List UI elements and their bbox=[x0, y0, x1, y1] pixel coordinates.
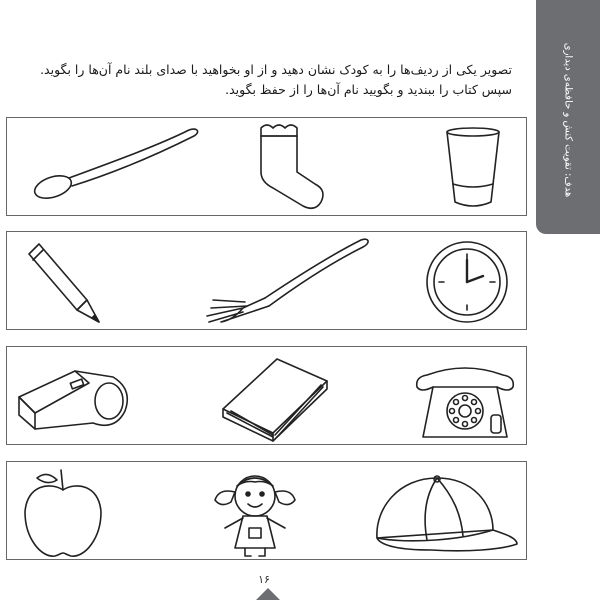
pencil-icon bbox=[23, 240, 105, 326]
whistle-icon bbox=[15, 357, 131, 435]
glass-icon bbox=[443, 126, 503, 210]
instructions bbox=[20, 60, 512, 100]
picture-row-4 bbox=[6, 461, 527, 560]
fork-icon bbox=[203, 236, 373, 324]
clock-icon bbox=[425, 240, 509, 324]
book-icon bbox=[217, 353, 333, 441]
chapter-tab-label: هدف: تقویت کنش و حافظه‌ی دیداری bbox=[562, 42, 574, 198]
picture-row-3 bbox=[6, 346, 527, 445]
instruction-line-2: سپس کتاب را ببندید و بگویید نام آن‌ها را از حفظ بگوید. bbox=[225, 82, 512, 97]
chapter-tab bbox=[536, 0, 600, 234]
spoon-icon bbox=[27, 126, 207, 208]
picture-row-1 bbox=[6, 117, 527, 216]
telephone-icon bbox=[411, 353, 521, 441]
apple-icon bbox=[21, 468, 105, 560]
page-number: ۱۶ bbox=[258, 573, 270, 586]
page-marker-triangle bbox=[256, 588, 280, 600]
cap-icon bbox=[371, 474, 521, 554]
sock-icon bbox=[253, 122, 333, 212]
doll-icon bbox=[207, 466, 303, 558]
instruction-line-1: تصویر یکی از ردیف‌ها را به کودک نشان دهید و از او بخواهید با صدای بلند نام آن‌ها را بگوید. bbox=[40, 62, 512, 77]
picture-row-2 bbox=[6, 231, 527, 330]
